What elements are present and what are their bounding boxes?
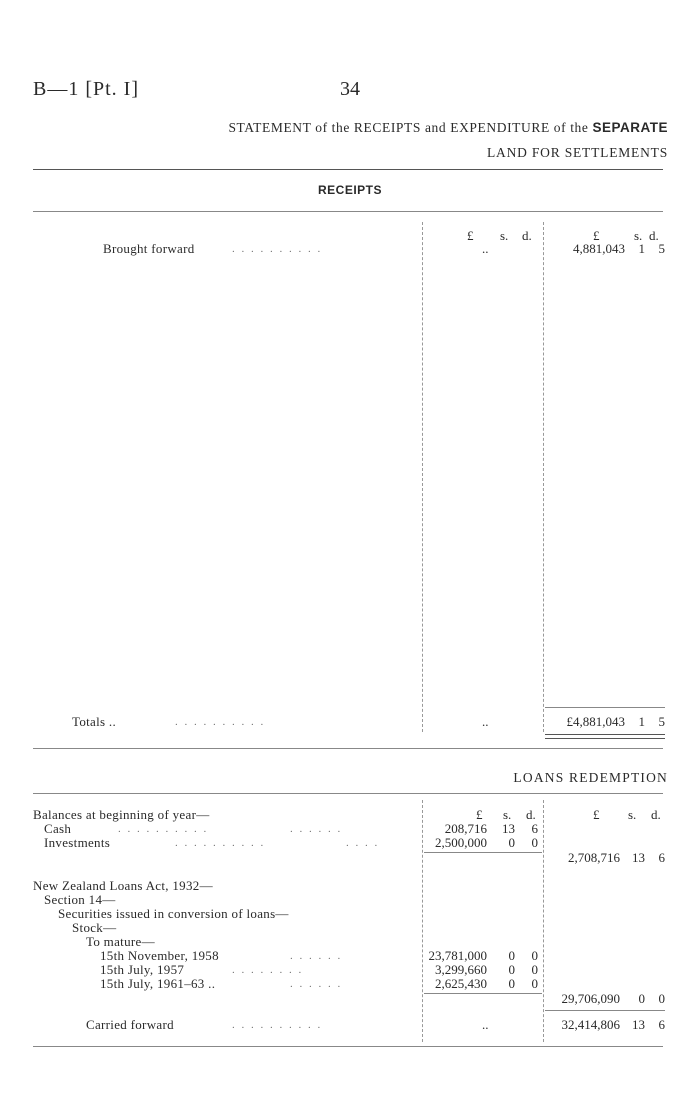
mature-label: To mature— bbox=[86, 934, 155, 949]
cash-leader: . . . . . . . . . . bbox=[118, 823, 209, 835]
stock-row-2-d: 0 bbox=[531, 962, 538, 977]
page-bottom-rule bbox=[33, 1046, 663, 1047]
receipts-inner-d-header: d. bbox=[522, 228, 532, 243]
stock-row-3-pounds: 2,625,430 bbox=[435, 976, 487, 991]
totals-d: 5 bbox=[658, 714, 665, 729]
investments-pounds: 2,500,000 bbox=[435, 835, 487, 850]
loans-total-s-header: s. bbox=[628, 807, 637, 822]
stock-row-3-s: 0 bbox=[508, 976, 515, 991]
statement-title-line1 bbox=[228, 120, 668, 136]
balances-total-pounds: 2,708,716 bbox=[568, 850, 620, 865]
receipts-end-rule bbox=[33, 748, 663, 749]
cash-leader-2: . . . . . . bbox=[290, 823, 343, 835]
balances-label: Balances at beginning of year— bbox=[33, 807, 210, 822]
statement-title-bold: SEPARATE bbox=[592, 120, 668, 135]
balances-subtotal-rule bbox=[424, 852, 542, 853]
balances-total-s: 13 bbox=[632, 850, 645, 865]
investments-label: Investments bbox=[44, 835, 111, 850]
totals-double-rule-2 bbox=[545, 738, 665, 739]
stock-total-s: 0 bbox=[638, 991, 645, 1006]
carried-forward-leader: . . . . . . . . . . bbox=[232, 1019, 323, 1031]
brought-forward-label: Brought forward bbox=[103, 241, 195, 256]
totals-top-rule bbox=[545, 707, 665, 708]
stock-row-2-leader: . . . . . . . . bbox=[232, 964, 304, 976]
investments-leader: . . . . . . . . . . bbox=[175, 837, 266, 849]
brought-forward-pounds: 4,881,043 bbox=[573, 241, 625, 256]
stock-total-pounds: 29,706,090 bbox=[561, 991, 620, 1006]
stock-row-2-label: 15th July, 1957 bbox=[100, 962, 185, 977]
loans-col-rule-2 bbox=[543, 800, 544, 1042]
investments-s: 0 bbox=[508, 835, 515, 850]
totals-label: Totals .. bbox=[72, 714, 117, 729]
page-number: 34 bbox=[340, 78, 360, 100]
brought-forward-s: 1 bbox=[638, 241, 645, 256]
securities-label: Securities issued in conversion of loans— bbox=[58, 906, 289, 921]
carried-forward-d: 6 bbox=[658, 1017, 665, 1032]
loans-total-d-header: d. bbox=[651, 807, 661, 822]
loans-inner-d-header: d. bbox=[526, 807, 536, 822]
stock-label: Stock— bbox=[72, 920, 117, 935]
statement-title-prefix: STATEMENT of the RECEIPTS and EXPENDITURE of the bbox=[228, 120, 593, 135]
investments-d: 0 bbox=[531, 835, 538, 850]
receipts-col-rule-1 bbox=[422, 222, 423, 732]
stock-row-3-d: 0 bbox=[531, 976, 538, 991]
stock-row-2-s: 0 bbox=[508, 962, 515, 977]
cash-s: 13 bbox=[502, 821, 515, 836]
stock-total-d: 0 bbox=[658, 991, 665, 1006]
totals-double-rule-1 bbox=[545, 734, 665, 735]
receipts-inner-s-header: s. bbox=[500, 228, 509, 243]
loans-inner-pound-header: £ bbox=[476, 807, 483, 822]
totals-s: 1 bbox=[638, 714, 645, 729]
carried-forward-label: Carried forward bbox=[86, 1017, 174, 1032]
stock-row-3-leader: . . . . . . bbox=[290, 978, 343, 990]
section-label: Section 14— bbox=[44, 892, 116, 907]
cash-d: 6 bbox=[531, 821, 538, 836]
brought-forward-d: 5 bbox=[658, 241, 665, 256]
stock-row-1-label: 15th November, 1958 bbox=[100, 948, 219, 963]
totals-leader: . . . . . . . . . . bbox=[175, 716, 266, 728]
receipts-col-rule-2 bbox=[543, 222, 544, 732]
statement-title-line2: LAND FOR SETTLEMENTS bbox=[487, 145, 668, 160]
stock-row-2-pounds: 3,299,660 bbox=[435, 962, 487, 977]
carried-forward-s: 13 bbox=[632, 1017, 645, 1032]
loans-inner-s-header: s. bbox=[503, 807, 512, 822]
stock-row-1-pounds: 23,781,000 bbox=[428, 948, 487, 963]
totals-inner: .. bbox=[482, 714, 489, 729]
balances-total-d: 6 bbox=[658, 850, 665, 865]
receipts-heading-rule bbox=[33, 211, 663, 212]
title-rule bbox=[33, 169, 663, 170]
carried-forward-top-rule bbox=[545, 1010, 665, 1011]
receipts-total-d-header: d. bbox=[649, 228, 659, 243]
receipts-total-s-header: s. bbox=[634, 228, 643, 243]
brought-forward-inner: .. bbox=[482, 241, 489, 256]
loans-redemption-heading: LOANS REDEMPTION bbox=[513, 770, 668, 785]
receipts-total-pound-header: £ bbox=[593, 228, 600, 243]
receipts-heading: RECEIPTS bbox=[317, 183, 382, 197]
loans-col-rule-1 bbox=[422, 800, 423, 1042]
receipts-inner-pound-header: £ bbox=[467, 228, 474, 243]
stock-row-3-label: 15th July, 1961–63 .. bbox=[100, 976, 216, 991]
carried-forward-inner: .. bbox=[482, 1017, 489, 1032]
cash-label: Cash bbox=[44, 821, 72, 836]
stock-row-1-leader: . . . . . . bbox=[290, 950, 343, 962]
brought-forward-leader: . . . . . . . . . . bbox=[232, 243, 323, 255]
investments-leader-2: . . . . bbox=[346, 837, 380, 849]
carried-forward-pounds: 32,414,806 bbox=[561, 1017, 620, 1032]
loans-total-pound-header: £ bbox=[593, 807, 600, 822]
act-label: New Zealand Loans Act, 1932— bbox=[33, 878, 213, 893]
stock-row-1-d: 0 bbox=[531, 948, 538, 963]
stock-row-1-s: 0 bbox=[508, 948, 515, 963]
document-reference: B—1 [Pt. I] bbox=[33, 78, 139, 100]
loans-heading-rule bbox=[33, 793, 663, 794]
totals-pounds: £4,881,043 bbox=[566, 714, 625, 729]
cash-pounds: 208,716 bbox=[444, 821, 487, 836]
stock-subtotal-rule bbox=[424, 993, 542, 994]
